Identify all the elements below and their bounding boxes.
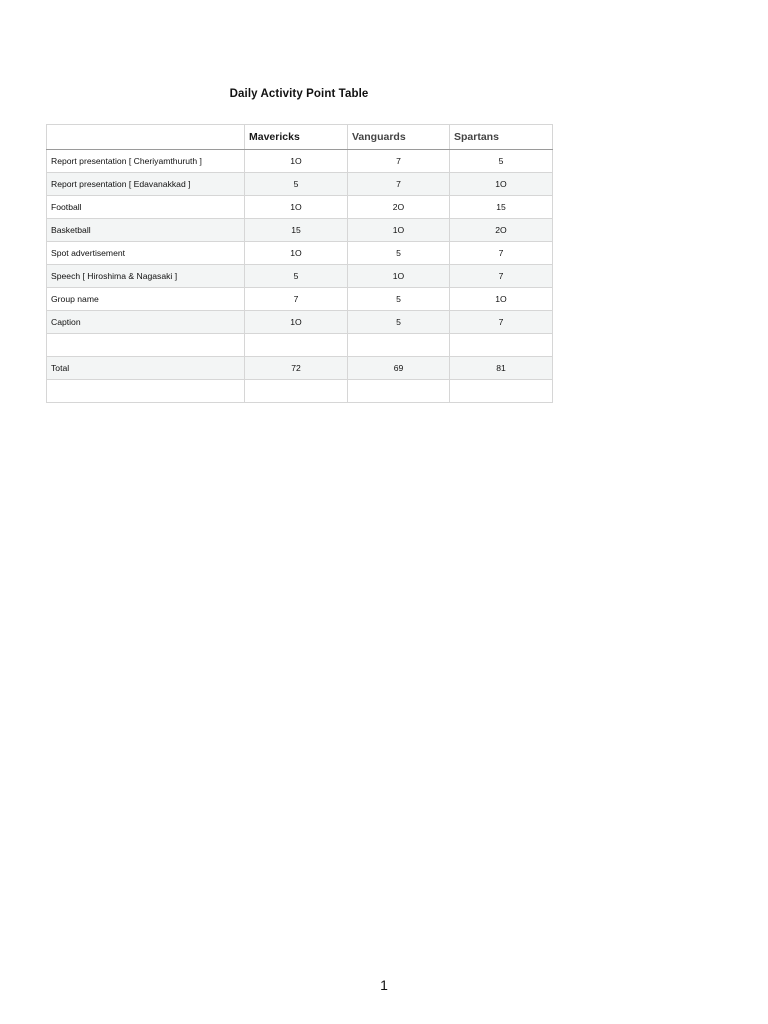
header-vanguards: Vanguards: [348, 125, 450, 150]
activity-cell: Report presentation [ Edavanakkad ]: [47, 173, 245, 196]
activity-cell: Spot advertisement: [47, 242, 245, 265]
table-row: [47, 150, 553, 173]
table-row: [47, 219, 553, 242]
mavericks-score: [245, 334, 348, 357]
spartans-score: [450, 334, 553, 357]
spartans-score: 15: [450, 196, 553, 219]
table-row: [47, 288, 553, 311]
header-spartans: Spartans: [450, 125, 553, 150]
activity-cell: [47, 334, 245, 357]
activity-cell: Basketball: [47, 219, 245, 242]
mavericks-score: 1O: [245, 196, 348, 219]
vanguards-score: 7: [348, 173, 450, 196]
spartans-total: 81: [450, 357, 553, 380]
mavericks-score: 1O: [245, 311, 348, 334]
spartans-score: 7: [450, 265, 553, 288]
activity-cell: Group name: [47, 288, 245, 311]
mavericks-score: 15: [245, 219, 348, 242]
vanguards-score: 5: [348, 288, 450, 311]
spartans-score: 7: [450, 311, 553, 334]
vanguards-total: 69: [348, 357, 450, 380]
vanguards-score: 2O: [348, 196, 450, 219]
page-number: 1: [380, 977, 388, 993]
vanguards-score: 5: [348, 311, 450, 334]
activity-cell: Caption: [47, 311, 245, 334]
table-row: [47, 311, 553, 334]
activity-cell: Report presentation [ Cheriyamthuruth ]: [47, 150, 245, 173]
vanguards-score: [348, 334, 450, 357]
vanguards-score: 5: [348, 242, 450, 265]
vanguards-score: 7: [348, 150, 450, 173]
table-row: [47, 265, 553, 288]
spartans-score: [450, 380, 553, 403]
mavericks-score: 1O: [245, 242, 348, 265]
activity-point-table: [46, 124, 553, 403]
spartans-score: 1O: [450, 173, 553, 196]
table-row-empty: [47, 380, 553, 403]
spartans-score: 7: [450, 242, 553, 265]
vanguards-score: [348, 380, 450, 403]
table-row: [47, 242, 553, 265]
mavericks-score: 5: [245, 265, 348, 288]
spartans-score: 2O: [450, 219, 553, 242]
mavericks-score: 5: [245, 173, 348, 196]
table-row-empty: [47, 334, 553, 357]
mavericks-score: 1O: [245, 150, 348, 173]
table-row: [47, 196, 553, 219]
spartans-score: 5: [450, 150, 553, 173]
total-label: Total: [47, 357, 245, 380]
table-header-row: [47, 125, 553, 150]
mavericks-score: [245, 380, 348, 403]
vanguards-score: 1O: [348, 265, 450, 288]
mavericks-total: 72: [245, 357, 348, 380]
mavericks-score: 7: [245, 288, 348, 311]
header-activity: [47, 125, 245, 150]
table-row: [47, 173, 553, 196]
activity-cell: [47, 380, 245, 403]
table-row-total: [47, 357, 553, 380]
spartans-score: 1O: [450, 288, 553, 311]
page-title: Daily Activity Point Table: [229, 88, 369, 100]
activity-cell: Football: [47, 196, 245, 219]
activity-cell: Speech [ Hiroshima & Nagasaki ]: [47, 265, 245, 288]
header-mavericks: Mavericks: [245, 125, 348, 150]
vanguards-score: 1O: [348, 219, 450, 242]
